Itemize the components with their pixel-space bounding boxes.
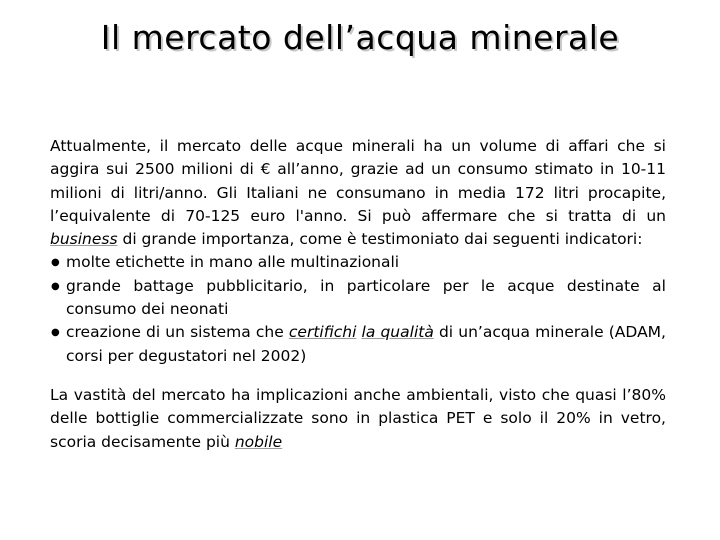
closing-text: La vastità del mercato ha implicazioni anche ambientali, visto che quasi l’80% delle bottiglie commercializzate sono in plastica PET e solo il 20% in vetro, scoria decisamente più (50, 385, 666, 451)
bullet-icon: ● (51, 327, 60, 339)
list-item-text: molte etichette in mano alle multinazionali (66, 253, 400, 272)
list-item-text: creazione di un sistema che (66, 323, 289, 342)
list-item-text-end: di un’acqua minerale (ADAM, corsi per degustatori nel 2002) (66, 323, 666, 365)
slide-title: Il mercato dell’acqua minerale (100, 18, 620, 57)
list-item (50, 321, 666, 368)
list-item (50, 275, 666, 322)
indicator-list (50, 251, 666, 367)
list-item (50, 251, 666, 274)
slide-body (50, 135, 666, 454)
list-item-italic: la qualità (361, 323, 434, 342)
bullet-icon: ● (51, 257, 60, 269)
intro-text: Attualmente, il mercato delle acque minerali ha un volume di affari che si aggira sui 2500 milioni di € all’anno, grazie ad un consumo stimato in 10-11 milioni di litri/anno. Gli Italiani ne consumano in media 172 litri procapite, l’equivalente di 70-125 euro l'anno. Si può affermare che si tratta di un (50, 137, 666, 225)
bullet-icon: ● (51, 280, 60, 292)
paragraph-gap (50, 368, 666, 384)
closing-italic-word: nobile (234, 432, 283, 451)
closing-paragraph (50, 384, 666, 454)
intro-text-end: di grande importanza, come è testimoniato dai seguenti indicatori: (117, 230, 643, 249)
intro-italic-word: business (50, 230, 118, 249)
list-item-italic: certifichi (288, 323, 357, 342)
intro-paragraph (50, 135, 666, 251)
list-item-text: grande battage pubblicitario, in particolare per le acque destinate al consumo dei neonati (66, 276, 666, 319)
